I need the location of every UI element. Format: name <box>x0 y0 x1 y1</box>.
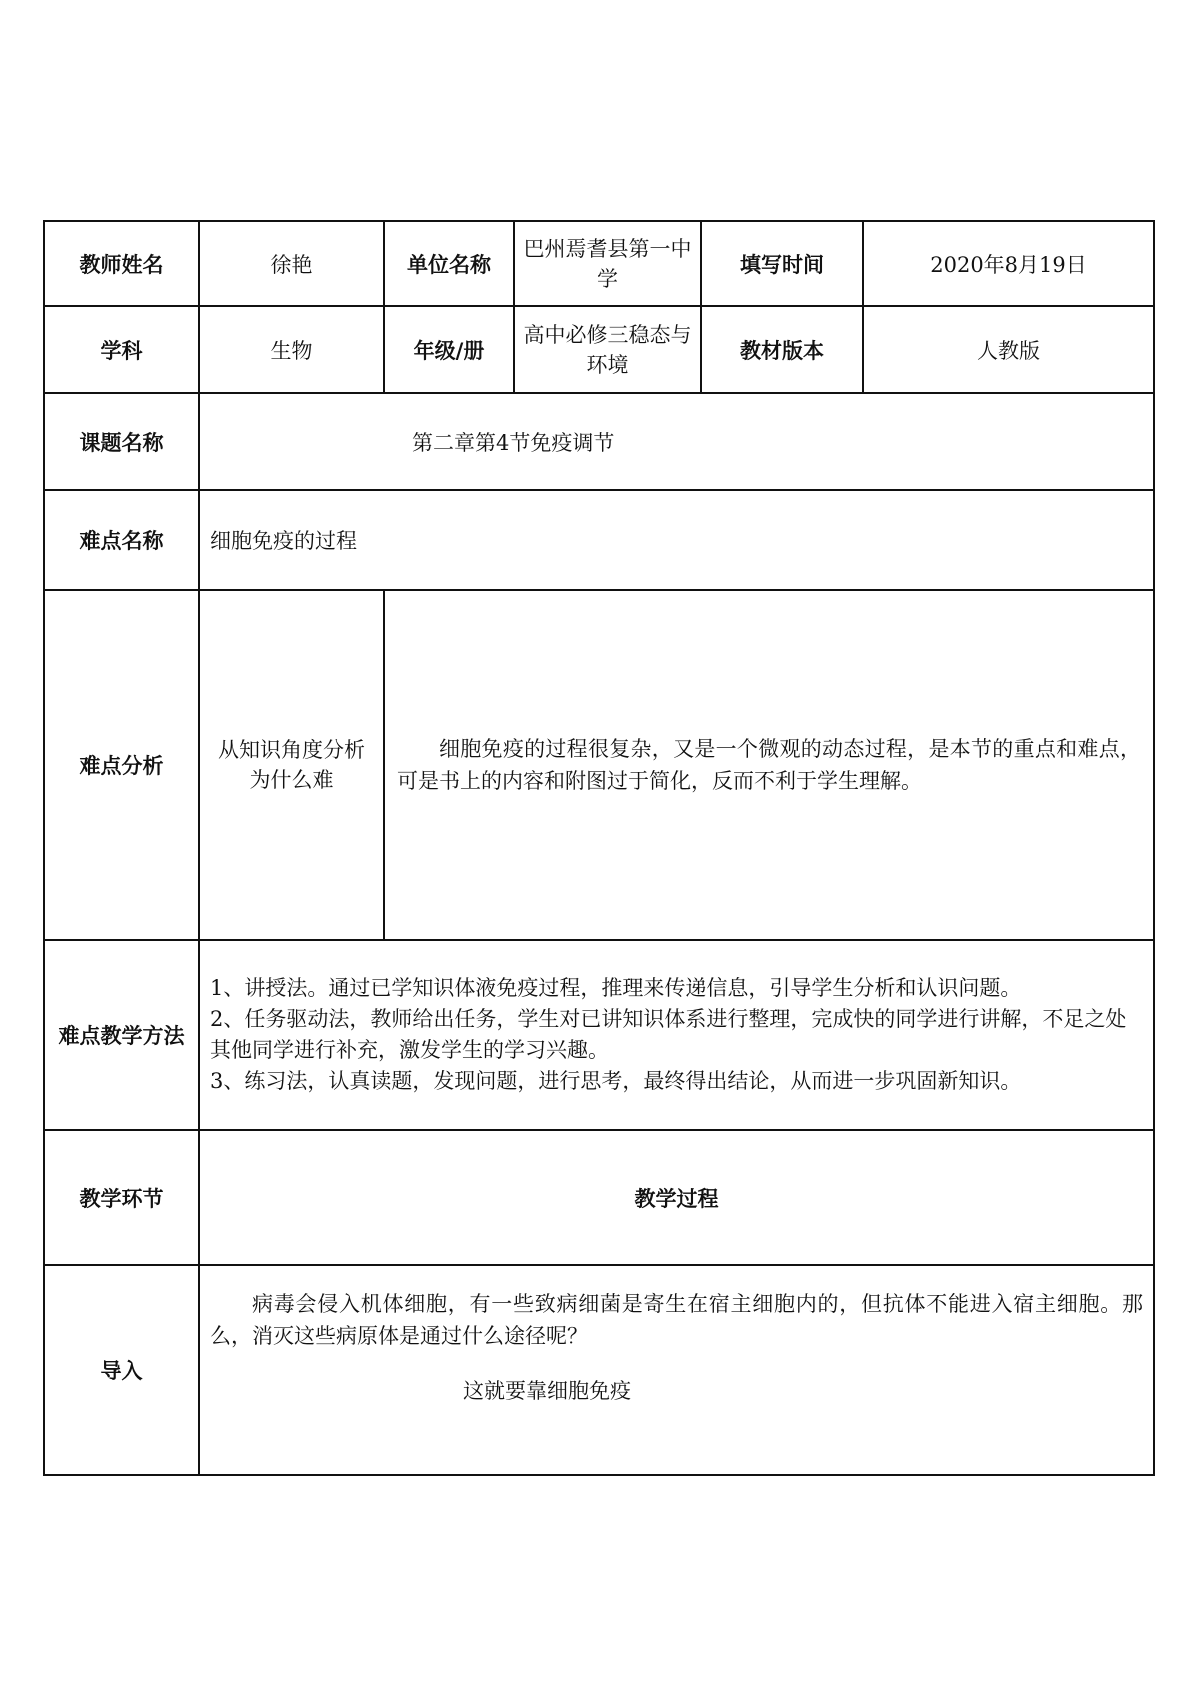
lesson-plan-sheet <box>43 220 1153 1476</box>
teaching-process-heading: 教学过程 <box>199 1130 1154 1265</box>
teaching-stage-label: 教学环节 <box>44 1130 199 1265</box>
method-item-1: 1、讲授法。通过已学知识体液免疫过程，推理来传递信息，引导学生分析和认识问题。 <box>210 976 1022 1000</box>
grade-label: 年级/册 <box>384 306 514 393</box>
analysis-row <box>44 590 1154 940</box>
teaching-method-label: 难点教学方法 <box>44 940 199 1130</box>
difficulty-name-label: 难点名称 <box>44 490 199 590</box>
difficulty-name-value: 细胞免疫的过程 <box>199 490 1154 590</box>
lesson-plan-table <box>43 220 1155 1476</box>
fill-date-value: 2020年8月19日 <box>863 221 1154 306</box>
teacher-name-value: 徐艳 <box>199 221 384 306</box>
teaching-method-list <box>199 940 1154 1130</box>
subject-label: 学科 <box>44 306 199 393</box>
course-row <box>44 393 1154 490</box>
course-title-value: 第二章第4节免疫调节 <box>199 393 1154 490</box>
process-row <box>44 1130 1154 1265</box>
knowledge-angle-label: 从知识角度分析为什么难 <box>199 590 384 940</box>
intro-row <box>44 1265 1154 1475</box>
difficulty-analysis-label: 难点分析 <box>44 590 199 940</box>
fill-date-label: 填写时间 <box>701 221 863 306</box>
methods-row <box>44 940 1154 1130</box>
grade-value: 高中必修三稳态与环境 <box>514 306 701 393</box>
subject-value: 生物 <box>199 306 384 393</box>
intro-content <box>199 1265 1154 1475</box>
intro-conclusion: 这就要靠细胞免疫 <box>463 1379 631 1403</box>
unit-name-label: 单位名称 <box>384 221 514 306</box>
difficulty-analysis-text: 细胞免疫的过程很复杂，又是一个微观的动态过程，是本节的重点和难点，可是书上的内容和附图过于简化，反而不利于学生理解。 <box>384 590 1154 940</box>
teacher-name-label: 教师姓名 <box>44 221 199 306</box>
method-item-3: 3、练习法，认真读题，发现问题，进行思考，最终得出结论，从而进一步巩固新知识。 <box>210 1069 1022 1093</box>
difficulty-row <box>44 490 1154 590</box>
unit-name-value: 巴州焉耆县第一中学 <box>514 221 701 306</box>
header-row-1 <box>44 221 1154 306</box>
edition-label: 教材版本 <box>701 306 863 393</box>
intro-label: 导入 <box>44 1265 199 1475</box>
intro-paragraph: 病毒会侵入机体细胞，有一些致病细菌是寄生在宿主细胞内的，但抗体不能进入宿主细胞。那么，消灭这些病原体是通过什么途径呢？ <box>210 1292 1143 1348</box>
method-item-2: 2、任务驱动法，教师给出任务，学生对已讲知识体系进行整理，完成快的同学进行讲解，不足之处其他同学进行补充，激发学生的学习兴趣。 <box>210 1007 1127 1062</box>
edition-value: 人教版 <box>863 306 1154 393</box>
header-row-2 <box>44 306 1154 393</box>
course-title-label: 课题名称 <box>44 393 199 490</box>
